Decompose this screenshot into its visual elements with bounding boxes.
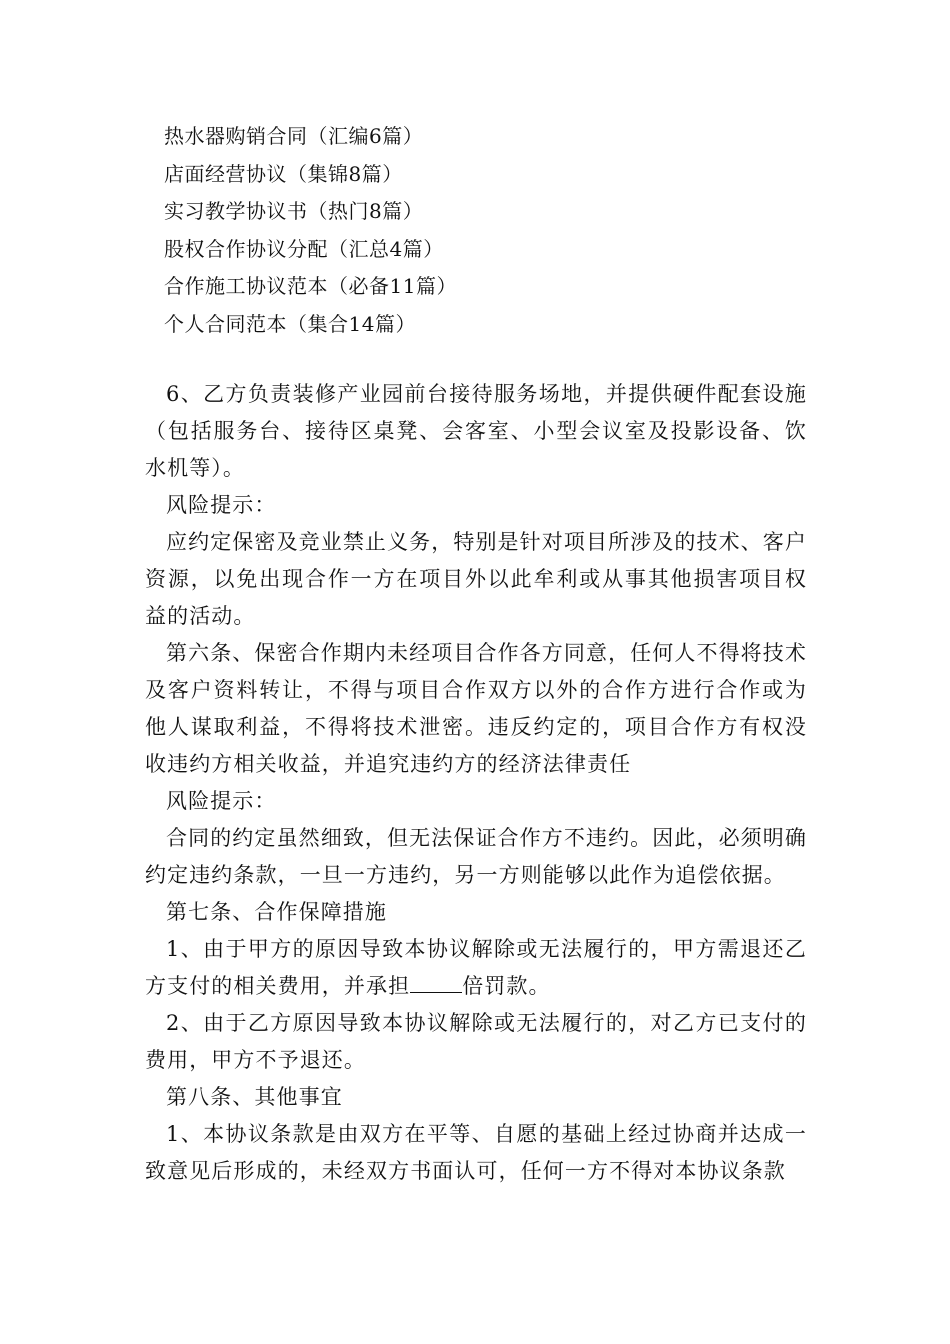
clause-item-6: 6、乙方负责装修产业园前台接待服务场地，并提供硬件配套设施（包括服务台、接待区桌凳、会客室、小型会议室及投影设备、饮水机等）。	[145, 382, 807, 480]
article-7-item-1	[145, 931, 807, 1005]
contract-body	[145, 376, 807, 1190]
risk-notice-breach: 合同的约定虽然细致，但无法保证合作方不违约。因此，必须明确约定违约条款，一旦一方违约，另一方则能够以此作为追偿依据。	[145, 826, 807, 887]
related-link-store-operation-agreement[interactable]: 店面经营协议（集锦8篇）	[164, 161, 403, 186]
article-7-item-1-text: 1、由于甲方的原因导致本协议解除或无法履行的，甲方需退还乙方支付的相关费用，并承担	[145, 937, 807, 998]
related-link-personal-contract-template[interactable]: 个人合同范本（集合14篇）	[164, 311, 416, 336]
risk-notice-confidentiality: 应约定保密及竞业禁止义务，特别是针对项目所涉及的技术、客户资源，以免出现合作一方在项目外以此牟利或从事其他损害项目权益的活动。	[145, 530, 807, 628]
article-8-item-1: 1、本协议条款是由双方在平等、自愿的基础上经过协商并达成一致意见后形成的，未经双方书面认可，任何一方不得对本协议条款	[145, 1122, 807, 1183]
article-7-item-1-suffix: 倍罚款。	[462, 974, 551, 998]
article-7-item-2: 2、由于乙方原因导致本协议解除或无法履行的，对乙方已支付的费用，甲方不予退还。	[145, 1011, 807, 1072]
related-links-list	[164, 118, 764, 343]
risk-notice-label: 风险提示：	[166, 789, 277, 813]
related-link-equity-cooperation-agreement[interactable]: 股权合作协议分配（汇总4篇）	[164, 236, 444, 261]
related-link-water-heater-contract[interactable]: 热水器购销合同（汇编6篇）	[164, 124, 424, 148]
fill-in-blank[interactable]	[410, 972, 462, 993]
article-8-heading: 第八条、其他事宜	[166, 1085, 343, 1109]
related-link-internship-teaching-agreement[interactable]: 实习教学协议书（热门8篇）	[164, 199, 424, 223]
related-link-construction-cooperation-agreement[interactable]: 合作施工协议范本（必备11篇）	[164, 274, 457, 298]
risk-notice-label: 风险提示：	[166, 493, 277, 517]
article-7-heading: 第七条、合作保障措施	[166, 900, 387, 924]
article-6-confidentiality: 第六条、保密合作期内未经项目合作各方同意，任何人不得将技术及客户资料转让，不得与项目合作双方以外的合作方进行合作或为他人谋取利益，不得将技术泄密。违反约定的，项目合作方有权没收违约方相关收益，并追究违约方的经济法律责任	[145, 641, 807, 776]
